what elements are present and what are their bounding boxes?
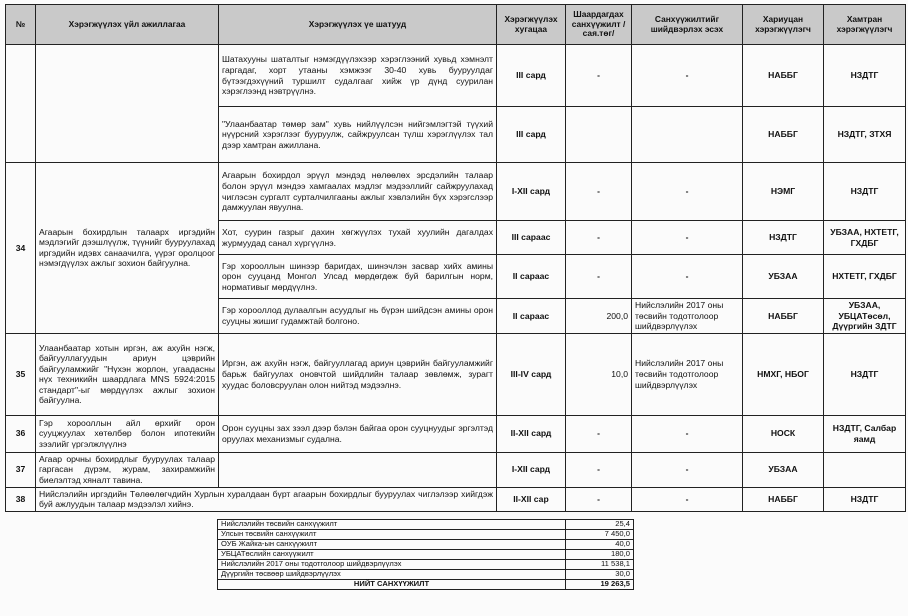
period-cell: III сард <box>497 107 566 163</box>
source-cell: - <box>632 487 743 511</box>
partner-cell: УБЗАА, УБЦАТөсөл, Дүүргийн ЗДТГ <box>824 299 906 334</box>
header-task: Хэрэгжүүлэх үе шатууд <box>219 5 497 45</box>
task-cell: Хот, суурин газрыг дахин хөгжүүлэх тухай хуулийн дагалдах журмуудад санал хүргүүлнэ. <box>219 221 497 255</box>
source-cell: - <box>632 415 743 452</box>
partner-cell: НЗДТГ <box>824 487 906 511</box>
row-number <box>6 45 36 163</box>
task-cell: Гэр хорооллын шинээр баригдах, шинэчлэн засвар хийх амины орон сууцанд Монгол Улсад мөрдөгдөж буй барилгын норм, нормативыг мөрдүүлнэ. <box>219 255 497 299</box>
period-cell: I-XII сард <box>497 163 566 221</box>
responsible-cell: НАББГ <box>743 487 824 511</box>
activity-cell: Агаар орчны бохирдлыг бууруулах талаар гаргасан дүрэм, журам, захирамжийн биелэлтэд хяналт тавина. <box>36 452 219 487</box>
summary-value: 7 450,0 <box>566 530 634 540</box>
source-cell <box>632 107 743 163</box>
period-cell: II-XII сард <box>497 415 566 452</box>
table-header-row <box>6 5 906 45</box>
table-row <box>6 452 906 487</box>
period-cell: II сараас <box>497 255 566 299</box>
summary-label: Дүүргийн төсвөөр шийдвэрлүүлэх <box>218 570 566 580</box>
source-cell: - <box>632 163 743 221</box>
period-cell: II сараас <box>497 299 566 334</box>
task-cell: Агаарын бохирдол эрүүл мэндэд нөлөөлөх эрсдэлийн талаар болон эрүүл мэндээ хамгаалах мэдлэг мэдээллийг сайжруулахад чиглэсэн сургалт сурталчилгааны ажлыг хэвлэлийн бүх хэрэгслээр дамжуулан явуулна. <box>219 163 497 221</box>
funding-cell: - <box>566 163 632 221</box>
task-cell: Иргэн, аж ахуйн нэгж, байгууллагад ариун цэврийн байгууламжийг барьж байгуулах оновчтой шийдлийн талаар зөвлөмж, зурагт хуудас боловсруулан олон нийтэд мэдээлнэ. <box>219 333 497 415</box>
summary-row <box>218 530 634 540</box>
funding-cell: - <box>566 45 632 107</box>
period-cell: III-IV сард <box>497 333 566 415</box>
task-cell: Орон сууцны зах зээл дээр бэлэн байгаа орон сууцнуудыг эргэлтэд оруулах механизмыг судална. <box>219 415 497 452</box>
activity-cell: Агаарын бохирдлын талаарх иргэдийн мэдлэгийг дээшлүүлж, түүнийг бууруулахад иргэдийн идэвх санаачилга, үүрэг оролцоог нэмэгдүүлэх ажлыг зохион байгуулна. <box>36 163 219 334</box>
summary-label: Нийслэлийн 2017 оны тодотголоор шийдвэрлүүлэх <box>218 560 566 570</box>
summary-label: УБЦАТөслийн санхүүжилт <box>218 550 566 560</box>
summary-label: ОУБ Жайка-ын санхүүжилт <box>218 540 566 550</box>
activity-cell: Гэр хорооллын айл өрхийг орон сууцжуулах хөтөлбөр болон ипотекийн зээлийг үргэлжлүүлнэ <box>36 415 219 452</box>
table-row <box>6 333 906 415</box>
partner-cell: НЗДТГ <box>824 163 906 221</box>
summary-value: 25,4 <box>566 520 634 530</box>
responsible-cell: НЗДТГ <box>743 221 824 255</box>
activity-cell: Нийслэлийн иргэдийн Төлөөлөгчдийн Хурлын хуралдаан бүрт агаарын бохирдлыг бууруулах чиглэлээр хийгдэж буй ажлуудын талаар мэдээлэл хийнэ. <box>36 487 497 511</box>
summary-row <box>218 550 634 560</box>
header-partner: Хамтран хэрэгжүүлэгч <box>824 5 906 45</box>
responsible-cell: УБЗАА <box>743 452 824 487</box>
partner-cell: НЗДТГ <box>824 45 906 107</box>
task-cell: "Улаанбаатар төмөр зам" хувь нийлүүлсэн нийгэмлэгтэй түүхий нүүрсний хэрэглээг бууруулж, сайжруулсан түлш хэрэглүүлэх тал дээр хамтран ажиллана. <box>219 107 497 163</box>
summary-value: 11 538,1 <box>566 560 634 570</box>
table-row <box>6 487 906 511</box>
partner-cell: НЗДТГ, ЗТХЯ <box>824 107 906 163</box>
row-number: 36 <box>6 415 36 452</box>
source-cell: - <box>632 45 743 107</box>
row-number: 38 <box>6 487 36 511</box>
summary-value: 30,0 <box>566 570 634 580</box>
summary-label: Нийслэлийн төсвийн санхүүжилт <box>218 520 566 530</box>
task-cell: Шатахууны шаталтыг нэмэгдүүлэхээр хэрэглээний хувьд хэмнэлт гаргадаг, хорт утааны хэмжээг 30-40 хувь бууруулдаг бүтээгдэхүүний туршилт судалгааг хийж үр дүнд суурилан хэрэглээнд нэвтрүүлнэ. <box>219 45 497 107</box>
funding-cell: - <box>566 255 632 299</box>
funding-cell: 200,0 <box>566 299 632 334</box>
partner-cell: НХТЕТГ, ГХДБГ <box>824 255 906 299</box>
period-cell: II-XII сар <box>497 487 566 511</box>
table-row <box>6 163 906 221</box>
responsible-cell: НАББГ <box>743 299 824 334</box>
header-period: Хэрэгжүүлэх хугацаа <box>497 5 566 45</box>
funding-cell <box>566 107 632 163</box>
responsible-cell: НЭМГ <box>743 163 824 221</box>
responsible-cell: УБЗАА <box>743 255 824 299</box>
summary-row <box>218 560 634 570</box>
period-cell: III сард <box>497 45 566 107</box>
source-cell: - <box>632 452 743 487</box>
source-cell: Нийслэлийн 2017 оны төсвийн тодотголоор шийдвэрлүүлэх <box>632 333 743 415</box>
row-number: 34 <box>6 163 36 334</box>
action-plan-table <box>5 4 906 512</box>
partner-cell: НЗДТГ, Салбар яамд <box>824 415 906 452</box>
summary-total-row <box>218 580 634 590</box>
source-cell: - <box>632 221 743 255</box>
source-cell: Нийслэлийн 2017 оны төсвийн тодотголоор шийдвэрлүүлэх <box>632 299 743 334</box>
funding-summary-table <box>217 519 634 590</box>
table-row <box>6 45 906 107</box>
funding-cell: - <box>566 487 632 511</box>
funding-cell: 10,0 <box>566 333 632 415</box>
summary-row <box>218 520 634 530</box>
header-source: Санхүүжилтийг шийдвэрлэх эсэх <box>632 5 743 45</box>
summary-value: 40,0 <box>566 540 634 550</box>
total-label: НИЙТ САНХҮҮЖИЛТ <box>218 580 566 590</box>
header-funding: Шаардагдах санхүүжилт /сая.төг/ <box>566 5 632 45</box>
activity-cell: Улаанбаатар хотын иргэн, аж ахуйн нэгж, байгууллагуудын ариун цэврийн байгууламжийг "Нүхэн жорлон, угаадасны нүх техникийн шаардлага MNS 5924:2015 стандарт"-ыг мөрдүүлэх ажлыг зохион байгуулна. <box>36 333 219 415</box>
summary-row <box>218 570 634 580</box>
task-cell <box>219 452 497 487</box>
funding-cell: - <box>566 452 632 487</box>
period-cell: I-XII сард <box>497 452 566 487</box>
partner-cell: НЗДТГ <box>824 333 906 415</box>
source-cell: - <box>632 255 743 299</box>
task-cell: Гэр хорооллод дулаалгын асуудлыг нь бүрэн шийдсэн амины орон сууцны жишиг гудамжтай болгоно. <box>219 299 497 334</box>
responsible-cell: НАББГ <box>743 107 824 163</box>
partner-cell: УБЗАА, НХТЕТГ, ГХДБГ <box>824 221 906 255</box>
activity-cell <box>36 45 219 163</box>
header-responsible: Хариуцан хэрэгжүүлэгч <box>743 5 824 45</box>
responsible-cell: НОСК <box>743 415 824 452</box>
summary-value: 180,0 <box>566 550 634 560</box>
summary-row <box>218 540 634 550</box>
summary-label: Улсын төсвийн санхүүжилт <box>218 530 566 540</box>
funding-cell: - <box>566 415 632 452</box>
row-number: 35 <box>6 333 36 415</box>
funding-cell: - <box>566 221 632 255</box>
header-activity: Хэрэгжүүлэх үйл ажиллагаа <box>36 5 219 45</box>
header-no: № <box>6 5 36 45</box>
table-row <box>6 415 906 452</box>
total-value: 19 263,5 <box>566 580 634 590</box>
partner-cell <box>824 452 906 487</box>
period-cell: III сараас <box>497 221 566 255</box>
responsible-cell: НАББГ <box>743 45 824 107</box>
row-number: 37 <box>6 452 36 487</box>
responsible-cell: НМХГ, НБОГ <box>743 333 824 415</box>
